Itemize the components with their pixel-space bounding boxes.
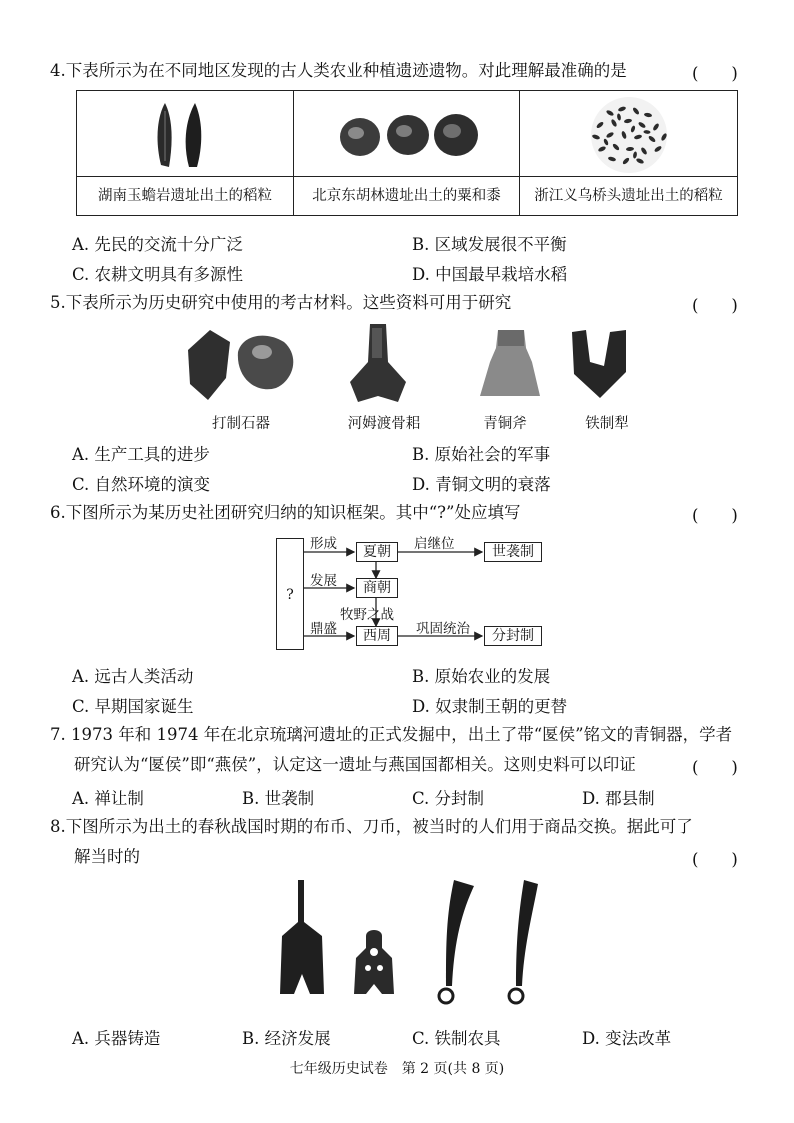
spade-coin-image-2 [354, 930, 394, 994]
q4-cell-3 [519, 91, 737, 215]
q8-stem-line1: 8.下图所示为出土的春秋战国时期的布币、刀币，被当时的人们用于商品交换。据此可了 [50, 817, 693, 836]
q6-label-dingsheng: 鼎盛 [310, 621, 337, 637]
q6-option-d[interactable]: D. 奴隶制王朝的更替 [412, 697, 568, 716]
q8-paren: ( ) [692, 850, 738, 869]
q6-label-muye: 牧野之战 [340, 607, 394, 623]
page-footer: 七年级历史试卷 第 2 页(共 8 页) [289, 1061, 505, 1077]
q7-option-b[interactable]: B. 世袭制 [242, 789, 315, 808]
bronze-axe-image [480, 330, 540, 396]
rice-grain-image-2 [520, 91, 738, 179]
q5-paren: ( ) [692, 296, 738, 315]
stone-tool-image [188, 330, 293, 400]
q8-coins-image [278, 876, 548, 1008]
q5-option-b[interactable]: B. 原始社会的军事 [412, 445, 551, 464]
q5-artifacts-image [180, 322, 640, 408]
q5-option-c[interactable]: C. 自然环境的演变 [72, 475, 211, 494]
q8-option-b[interactable]: B. 经济发展 [242, 1029, 331, 1048]
q5-option-a[interactable]: A. 生产工具的进步 [72, 445, 210, 464]
q8-option-c[interactable]: C. 铁制农具 [412, 1029, 501, 1048]
q6-label-qijiwei: 启继位 [414, 536, 455, 552]
millet-grain-image [294, 91, 520, 179]
q4-option-b[interactable]: B. 区域发展很不平衡 [412, 235, 567, 254]
q7-option-d[interactable]: D. 郡县制 [582, 789, 655, 808]
q7-option-c[interactable]: C. 分封制 [412, 789, 485, 808]
q4-paren: ( ) [692, 64, 738, 83]
q5-caption-4: 铁制犁 [585, 416, 629, 432]
q4-caption-2: 北京东胡林遗址出土的粟和黍 [294, 176, 519, 215]
q6-label-fazhan: 发展 [310, 573, 337, 589]
q7-paren: ( ) [692, 758, 738, 777]
q6-fenfeng-box: 分封制 [484, 626, 542, 646]
q6-label-xingcheng: 形成 [310, 536, 337, 552]
q6-option-a[interactable]: A. 远古人类活动 [72, 667, 194, 686]
q4-option-d[interactable]: D. 中国最早栽培水稻 [412, 265, 568, 284]
q7-stem-line2: 研究认为“匽侯”即“燕侯”，认定这一遗址与燕国国都相关。这则史料可以印证 [74, 755, 636, 774]
q4-caption-1: 湖南玉蟾岩遗址出土的稻粒 [77, 176, 293, 215]
iron-plough-image [572, 330, 626, 398]
q7-option-a[interactable]: A. 禅让制 [72, 789, 144, 808]
knife-coin-image-1 [439, 880, 474, 1003]
q8-option-d[interactable]: D. 变法改革 [582, 1029, 672, 1048]
q4-table [76, 90, 738, 216]
q6-stem: 6.下图所示为某历史社团研究归纳的知识框架。其中“?”处应填写 [50, 503, 521, 522]
rice-grain-image-1 [77, 91, 293, 179]
q5-stem: 5.下表所示为历史研究中使用的考古材料。这些资料可用于研究 [50, 293, 512, 312]
q8-option-a[interactable]: A. 兵器铸造 [72, 1029, 161, 1048]
q4-caption-3: 浙江义乌桥头遗址出土的稻粒 [520, 176, 737, 215]
q7-stem-line1: 7. 1973 年和 1974 年在北京琉璃河遗址的正式发掘中，出土了带“匽侯”铭文的青铜器，学者 [50, 725, 733, 744]
q6-question-box: ? [276, 538, 304, 650]
knife-coin-image-2 [509, 880, 538, 1003]
bone-spade-image [350, 324, 406, 402]
q6-shang-box: 商朝 [356, 578, 398, 598]
q5-option-d[interactable]: D. 青铜文明的衰落 [412, 475, 551, 494]
q4-option-c[interactable]: C. 农耕文明具有多源性 [72, 265, 244, 284]
q6-shixi-box: 世袭制 [484, 542, 542, 562]
q5-caption-2: 河姆渡骨耜 [347, 416, 421, 432]
q6-option-c[interactable]: C. 早期国家诞生 [72, 697, 194, 716]
q5-caption-3: 青铜斧 [483, 416, 527, 432]
q5-caption-1: 打制石器 [212, 416, 270, 432]
q4-cell-1 [77, 91, 293, 215]
q6-paren: ( ) [692, 506, 738, 525]
q6-label-gonggu: 巩固统治 [416, 621, 470, 637]
spade-coin-image-1 [280, 880, 324, 994]
q4-cell-2 [293, 91, 519, 215]
q6-knowledge-diagram [276, 532, 546, 656]
q4-option-a[interactable]: A. 先民的交流十分广泛 [72, 235, 243, 254]
q8-stem-line2: 解当时的 [74, 847, 140, 866]
q6-zhou-box: 西周 [356, 626, 398, 646]
q6-xia-box: 夏朝 [356, 542, 398, 562]
q4-stem: 4.下表所示为在不同地区发现的古人类农业种植遗迹遗物。对此理解最准确的是 [50, 61, 627, 80]
q6-option-b[interactable]: B. 原始农业的发展 [412, 667, 551, 686]
